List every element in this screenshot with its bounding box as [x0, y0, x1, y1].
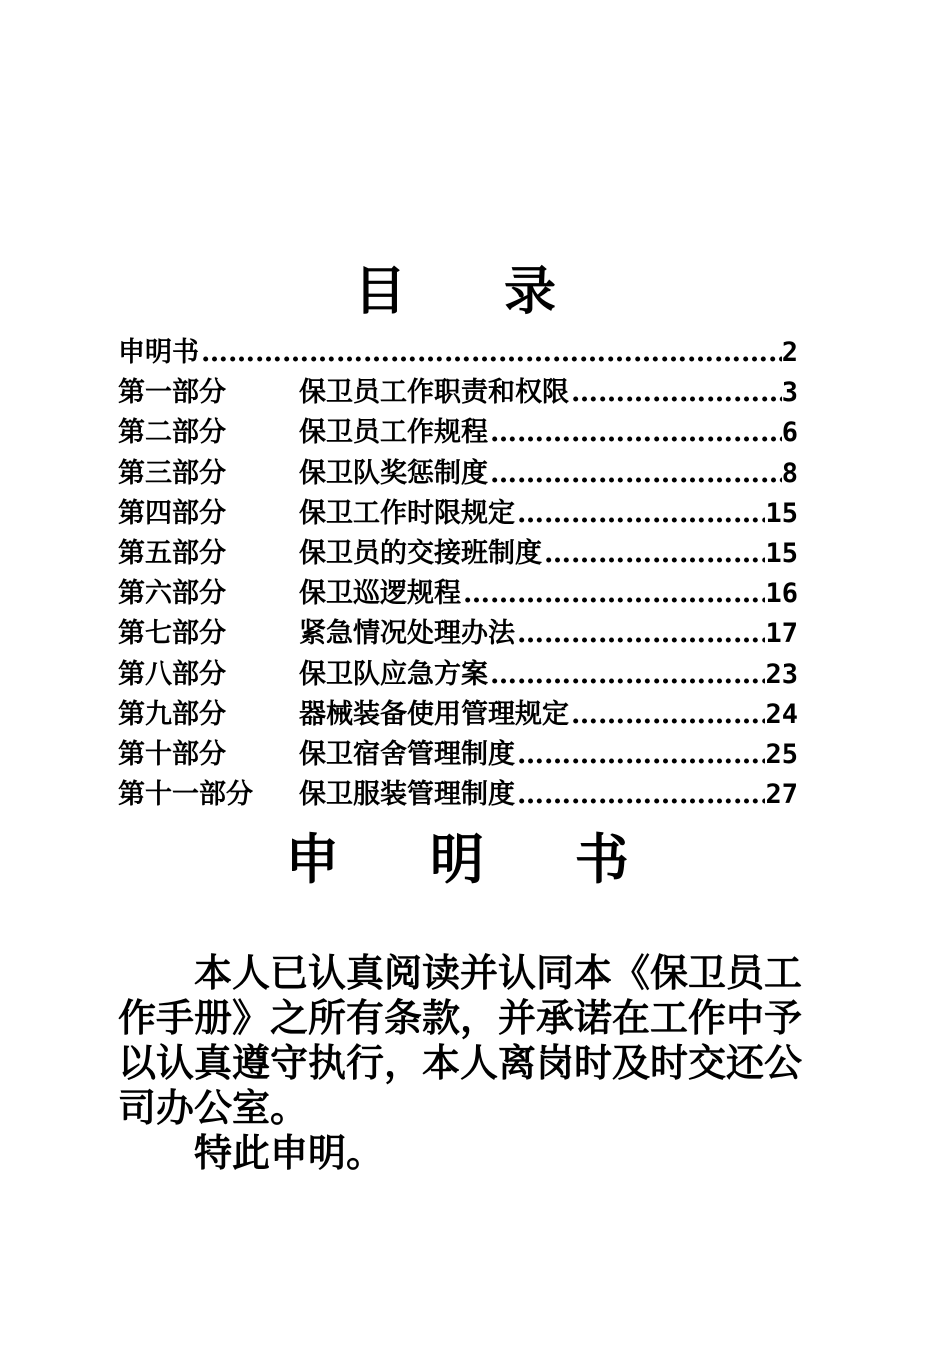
- toc-leader-dots: [569, 373, 782, 413]
- toc-title: 目 录: [353, 262, 597, 322]
- toc-entry: [118, 735, 798, 775]
- toc-entry-name: 保卫宿舍管理制度: [299, 738, 515, 770]
- toc-entry-part: 第十部分: [118, 738, 226, 770]
- toc-entry-name: 保卫员工作规程: [299, 417, 488, 449]
- toc-entry-page: 8: [781, 457, 798, 489]
- declaration-closing: 特此申明。: [194, 1130, 385, 1175]
- declaration-title: 申 明 书: [285, 828, 665, 891]
- toc-entry-name: 保卫队奖惩制度: [299, 457, 488, 489]
- toc-leader-dots: [488, 454, 782, 494]
- toc-entry-page: 16: [765, 578, 798, 610]
- declaration-body: [118, 950, 838, 1175]
- toc-entry-part: 第十一部分: [118, 779, 253, 811]
- toc-leader-dots: [461, 574, 765, 614]
- toc-leader-dots: [515, 775, 765, 815]
- toc-entry-name: 器械装备使用管理规定: [299, 698, 569, 730]
- toc-entry: [118, 454, 798, 494]
- toc-leader-dots: [515, 735, 765, 775]
- toc-entry-page: 17: [765, 618, 798, 650]
- toc-entry-name: 保卫员的交接班制度: [299, 537, 542, 569]
- toc-list: [118, 333, 798, 815]
- toc-entry-page: 15: [765, 497, 798, 529]
- toc-entry-part: 第六部分: [118, 578, 226, 610]
- toc-entry-page: 24: [765, 698, 798, 730]
- toc-entry-name: 保卫员工作职责和权限: [299, 377, 569, 409]
- toc-leader-dots: [199, 333, 782, 373]
- toc-entry-part: 第五部分: [118, 537, 226, 569]
- toc-leader-dots: [542, 534, 765, 574]
- toc-entry-page: 23: [765, 658, 798, 690]
- toc-entry-page: 2: [781, 337, 798, 368]
- toc-leader-dots: [488, 413, 782, 453]
- toc-entry: [118, 775, 798, 815]
- toc-entry-part: 第四部分: [118, 497, 226, 529]
- toc-entry-part: 第九部分: [118, 698, 226, 730]
- toc-entry-part: 第八部分: [118, 658, 226, 690]
- toc-entry: [118, 333, 798, 373]
- toc-entry-part: 第一部分: [118, 377, 226, 409]
- toc-entry-name: 紧急情况处理办法: [299, 618, 515, 650]
- declaration-paragraph: 本人已认真阅读并认同本《保卫员工作手册》之所有条款，并承诺在工作中予以认真遵守执行，本人离岗时及时交还公司办公室。: [118, 950, 803, 1130]
- toc-entry-page: 27: [765, 779, 798, 811]
- toc-leader-dots: [488, 655, 765, 695]
- toc-entry-name: 保卫队应急方案: [299, 658, 488, 690]
- toc-entry-name: 保卫服装管理制度: [299, 779, 515, 811]
- toc-entry-page: 25: [765, 738, 798, 770]
- toc-entry-part: 第三部分: [118, 457, 226, 489]
- toc-entry: [118, 494, 798, 534]
- toc-leader-dots: [515, 494, 765, 534]
- toc-entry-name: 保卫工作时限规定: [299, 497, 515, 529]
- toc-entry-part: 第二部分: [118, 417, 226, 449]
- toc-entry: [118, 695, 798, 735]
- toc-entry-name: 保卫巡逻规程: [299, 578, 461, 610]
- toc-entry: [118, 655, 798, 695]
- toc-entry: [118, 574, 798, 614]
- toc-entry: [118, 534, 798, 574]
- toc-entry-part: 第七部分: [118, 618, 226, 650]
- toc-entry-page: 15: [765, 537, 798, 569]
- toc-leader-dots: [515, 614, 765, 654]
- toc-leader-dots: [569, 695, 765, 735]
- toc-entry: [118, 373, 798, 413]
- toc-entry-page: 3: [781, 377, 798, 409]
- toc-entry-page: 6: [781, 417, 798, 449]
- toc-entry: [118, 413, 798, 453]
- toc-entry-part: 申明书: [118, 337, 199, 368]
- toc-entry: [118, 614, 798, 654]
